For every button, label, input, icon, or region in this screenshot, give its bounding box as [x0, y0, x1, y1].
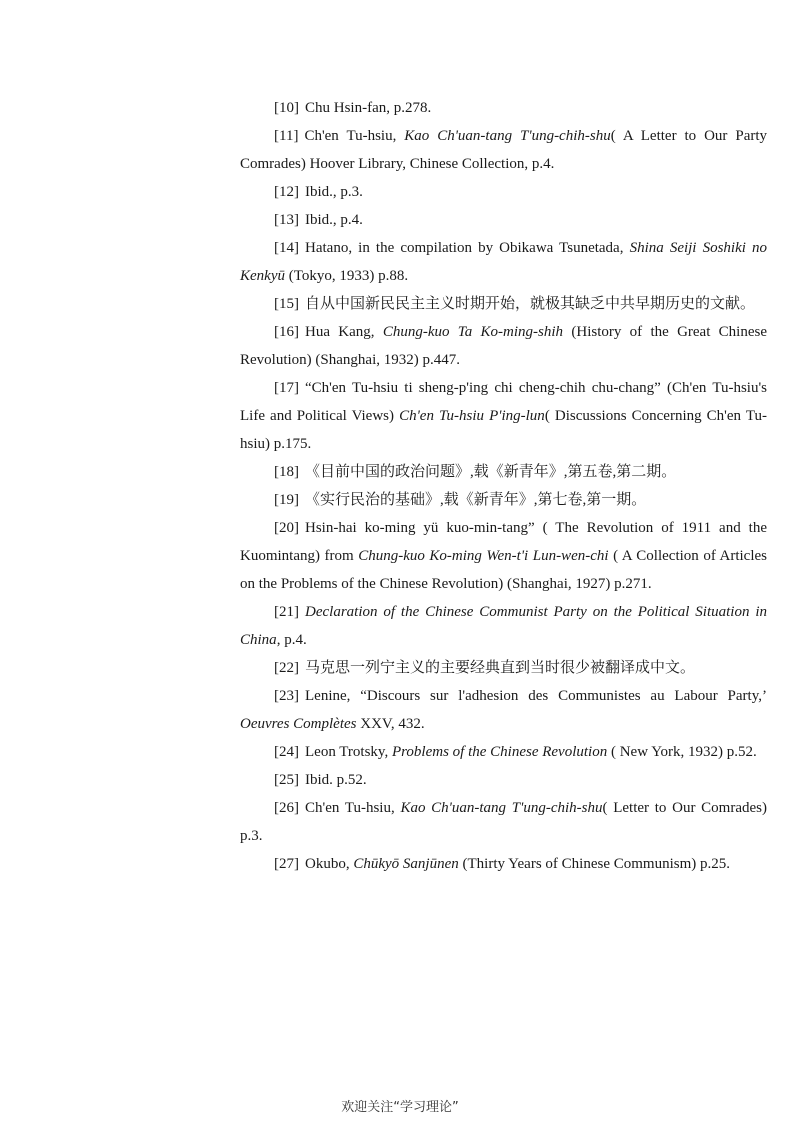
- note-text: Leon Trotsky,: [305, 744, 392, 760]
- note-text: (Thirty Years of Chinese Communism) p.25.: [458, 856, 730, 872]
- note-title-text: Shina Seiji Soshiki no Kenkyū: [240, 240, 767, 284]
- note-number: [19]: [274, 492, 299, 508]
- note-number: [18]: [274, 464, 299, 480]
- note-number: [11]: [274, 128, 299, 144]
- note-item: [240, 94, 767, 122]
- note-title-text: Kao Ch'uan-tang T'ung-chih-shu: [404, 128, 611, 144]
- note-item: [240, 206, 767, 234]
- note-number: [27]: [274, 856, 299, 872]
- note-title-text: Declaration of the Chinese Communist Party on the Political Situation in China: [240, 604, 767, 648]
- note-text: Ch'en Tu-hsiu,: [304, 128, 405, 144]
- note-item: [240, 486, 767, 514]
- note-title-text: Chung-kuo Ko-ming Wen-t'i Lun-wen-chi: [358, 548, 609, 564]
- note-text: ( Letter to Our Comrades) p.3.: [240, 800, 767, 844]
- note-text: ( A Collection of Articles on the Problems of the Chinese Revolution) (Shanghai, 1927) p.271.: [240, 548, 767, 592]
- note-title-text: Chūkyō Sanjūnen: [353, 856, 459, 872]
- note-text: Ibid., p.3.: [305, 184, 363, 200]
- note-item: [240, 318, 767, 374]
- note-title-text: Ch'en Tu-hsiu P'ing-lun: [399, 408, 545, 424]
- note-text: (Tokyo, 1933) p.88.: [284, 268, 409, 284]
- note-number: [13]: [274, 212, 299, 228]
- note-number: [17]: [274, 380, 299, 396]
- note-item: [240, 850, 767, 878]
- note-text: 马克思一列宁主义的主要经典直到当时很少被翻译成中文。: [305, 660, 696, 676]
- note-item: [240, 178, 767, 206]
- page-footer: 欢迎关注“学习理论”: [341, 1100, 459, 1115]
- note-text: Ibid., p.4.: [305, 212, 363, 228]
- note-text: , p.4.: [276, 632, 307, 648]
- note-title-text: Problems of the Chinese Revolution: [391, 744, 608, 760]
- note-number: [21]: [274, 604, 299, 620]
- notes-list: [240, 94, 767, 878]
- note-item: [240, 290, 767, 318]
- note-title-text: Kao Ch'uan-tang T'ung-chih-shu: [400, 800, 603, 816]
- note-number: [23]: [274, 688, 299, 704]
- note-item: [240, 122, 767, 178]
- note-item: [240, 766, 767, 794]
- note-text: 自从中国新民民主主义时期开始，就极其缺乏中共早期历史的文献。: [305, 296, 756, 312]
- note-number: [25]: [274, 772, 299, 788]
- note-text: Hsin-hai ko-ming yü kuo-min-tang” ( The Revolution of 1911 and the Kuomintang) from: [240, 520, 767, 564]
- note-number: [22]: [274, 660, 299, 676]
- note-item: [240, 738, 767, 766]
- note-item: [240, 682, 767, 738]
- note-text: XXV, 432.: [356, 716, 425, 732]
- note-text: 《目前中国的政治问题》,载《新青年》,第五卷,第二期。: [305, 464, 677, 480]
- note-text: ( New York, 1932) p.52.: [607, 744, 757, 760]
- note-title-text: Oeuvres Complètes: [240, 716, 357, 732]
- note-number: [16]: [274, 324, 299, 340]
- note-text: (History of the Great Chinese Revolution) (Shanghai, 1932) p.447.: [240, 324, 768, 368]
- note-number: [10]: [274, 100, 299, 116]
- note-text: 《实行民治的基础》,载《新青年》,第七卷,第一期。: [305, 492, 647, 508]
- note-text: Okubo,: [305, 856, 354, 872]
- note-item: [240, 794, 767, 850]
- note-item: [240, 598, 767, 654]
- note-text: ( A Letter to Our Party Comrades) Hoover Library, Chinese Collection, p.4.: [240, 128, 768, 172]
- note-item: [240, 514, 767, 598]
- note-number: [12]: [274, 184, 299, 200]
- note-text: ( Discussions Concerning Ch'en Tu-hsiu) p.175.: [240, 408, 767, 452]
- note-item: [240, 234, 767, 290]
- note-text: Chu Hsin-fan, p.278.: [305, 100, 432, 116]
- note-text: “Ch'en Tu-hsiu ti sheng-p'ing chi cheng-chih chu-chang” (Ch'en Tu-hsiu's Life and Political Views): [240, 380, 767, 424]
- note-number: [20]: [274, 520, 299, 536]
- note-text: Lenine, “Discours sur l'adhesion des Communistes au Labour Party,’: [305, 688, 767, 704]
- note-text: Hua Kang,: [305, 324, 383, 340]
- note-item: [240, 374, 767, 458]
- note-number: [14]: [274, 240, 299, 256]
- note-text: Ch'en Tu-hsiu,: [305, 800, 401, 816]
- note-text: Hatano, in the compilation by Obikawa Tsunetada,: [305, 240, 630, 256]
- note-title-text: Chung-kuo Ta Ko-ming-shih: [382, 324, 564, 340]
- note-number: [26]: [274, 800, 299, 816]
- note-number: [24]: [274, 744, 299, 760]
- note-text: Ibid. p.52.: [305, 772, 367, 788]
- note-number: [15]: [274, 296, 299, 312]
- note-item: [240, 458, 767, 486]
- note-item: [240, 654, 767, 682]
